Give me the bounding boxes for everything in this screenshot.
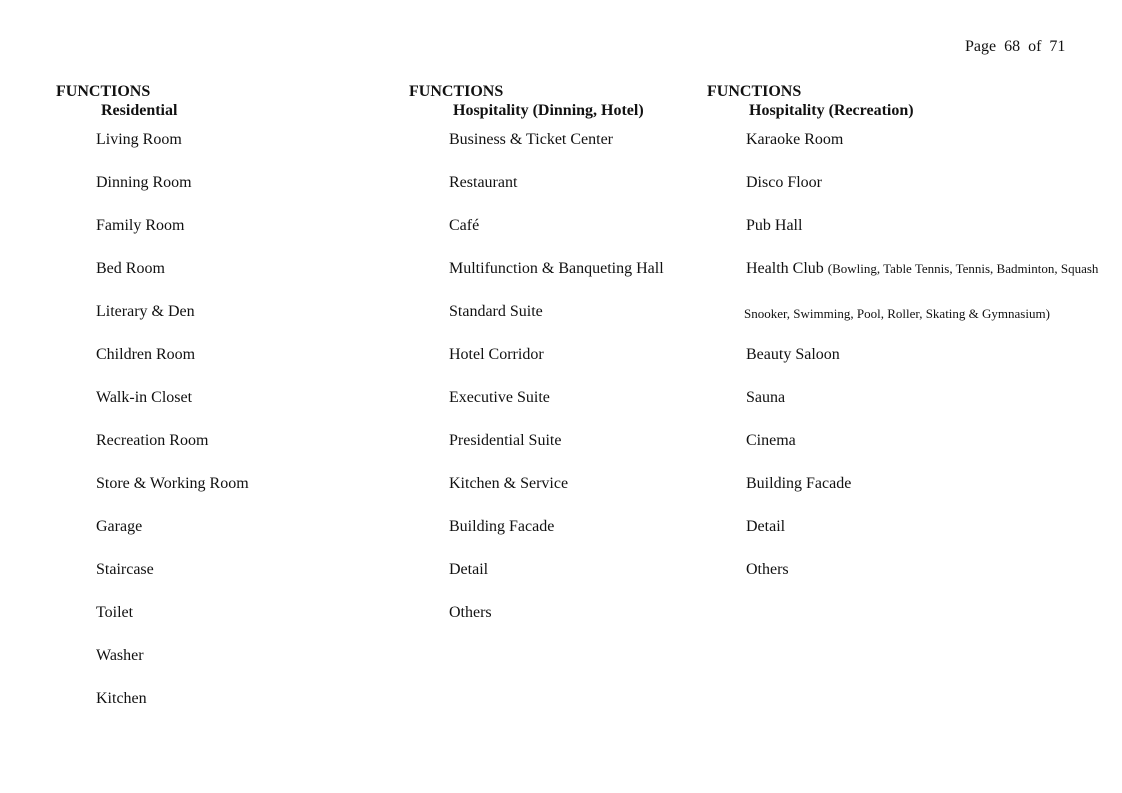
list-item: Others xyxy=(449,604,492,621)
column-subheading: Hospitality (Dinning, Hotel) xyxy=(453,102,644,119)
list-item: Bed Room xyxy=(96,260,165,277)
list-item: Garage xyxy=(96,518,143,535)
list-item: Store & Working Room xyxy=(96,475,249,492)
list-item: Dinning Room xyxy=(96,174,192,191)
list-item-note-continuation xyxy=(746,303,1098,346)
list-item: Detail xyxy=(449,561,489,578)
list-item: Kitchen & Service xyxy=(449,475,569,492)
column-subheading: Hospitality (Recreation) xyxy=(749,102,914,119)
list-item: Business & Ticket Center xyxy=(449,131,614,148)
list-item: Staircase xyxy=(96,561,154,578)
page-number: Page 68 of 71 xyxy=(965,38,1066,55)
health-club-note: (Bowling, Table Tennis, Tennis, Badminton, Squash xyxy=(827,261,1099,276)
list-item: Café xyxy=(449,217,480,234)
list-item: Disco Floor xyxy=(746,174,822,191)
list-item: Restaurant xyxy=(449,174,518,191)
list-item: Cinema xyxy=(746,432,796,449)
health-club-note-continued: Snooker, Swimming, Pool, Roller, Skating & Gymnasium) xyxy=(744,306,1050,321)
column-heading: FUNCTIONS xyxy=(409,83,504,100)
column-residential xyxy=(56,83,249,733)
list-item: Sauna xyxy=(746,389,786,406)
column-subheading: Residential xyxy=(101,102,178,119)
list-item: Walk-in Closet xyxy=(96,389,193,406)
list-item: Executive Suite xyxy=(449,389,550,406)
list-item: Karaoke Room xyxy=(746,131,844,148)
list-item: Standard Suite xyxy=(449,303,543,320)
list-item: Building Facade xyxy=(449,518,555,535)
list-item: Children Room xyxy=(96,346,196,363)
list-item: Building Facade xyxy=(746,475,852,492)
list-item: Washer xyxy=(96,647,144,664)
list-item: Others xyxy=(746,561,789,578)
list-item: Pub Hall xyxy=(746,217,803,234)
list-item: Presidential Suite xyxy=(449,432,562,449)
list-item: Multifunction & Banqueting Hall xyxy=(449,260,664,277)
list-item: Living Room xyxy=(96,131,182,148)
column-hospitality-recreation xyxy=(707,83,1098,604)
health-club-label: Health Club xyxy=(746,260,824,277)
function-list xyxy=(96,131,249,733)
list-item: Kitchen xyxy=(96,690,147,707)
function-list xyxy=(449,131,664,647)
column-hospitality-dining-hotel xyxy=(409,83,664,647)
list-item: Beauty Saloon xyxy=(746,346,840,363)
list-item: Literary & Den xyxy=(96,303,195,320)
list-item: Detail xyxy=(746,518,786,535)
column-heading: FUNCTIONS xyxy=(56,83,151,100)
list-item-health-club xyxy=(746,260,1098,303)
function-list xyxy=(746,131,1098,604)
list-item: Recreation Room xyxy=(96,432,209,449)
column-heading: FUNCTIONS xyxy=(707,83,802,100)
list-item: Toilet xyxy=(96,604,134,621)
list-item: Hotel Corridor xyxy=(449,346,544,363)
list-item: Family Room xyxy=(96,217,185,234)
